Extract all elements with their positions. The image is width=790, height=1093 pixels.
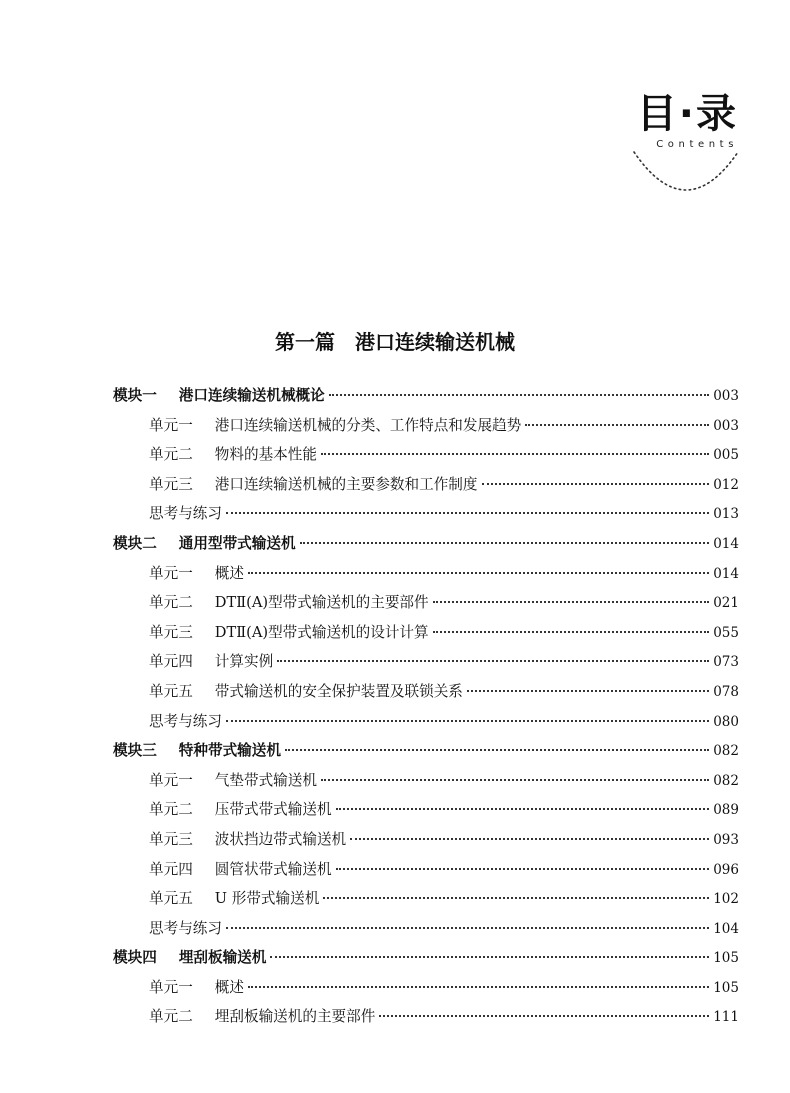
toc-entry-unit[interactable] bbox=[113, 1005, 739, 1035]
dot-leader bbox=[433, 631, 709, 633]
toc-entry-title: 港口连续输送机械的分类、工作特点和发展趋势 bbox=[214, 416, 522, 434]
toc-entry-page: 093 bbox=[713, 831, 739, 848]
toc-entry-page: 073 bbox=[713, 654, 739, 671]
toc-entry-label bbox=[113, 384, 325, 405]
toc-entry-title: 概述 bbox=[214, 564, 244, 582]
toc-entry-page: 078 bbox=[713, 683, 739, 700]
toc-entry-unit[interactable] bbox=[113, 798, 739, 828]
decorative-dotted-arc bbox=[630, 148, 742, 196]
dot-leader bbox=[433, 601, 709, 603]
toc-entry-label bbox=[149, 680, 463, 701]
toc-entry-unit[interactable] bbox=[113, 562, 739, 592]
toc-entry-label bbox=[149, 473, 478, 494]
toc-entry-number: 单元五 bbox=[149, 890, 193, 908]
toc-entry-page: 105 bbox=[713, 979, 739, 996]
toc-entry-number: 单元三 bbox=[149, 623, 193, 641]
dot-leader bbox=[300, 542, 709, 544]
part-title: 第一篇 港口连续输送机械 bbox=[275, 330, 515, 354]
toc-entry-title: 通用型带式输送机 bbox=[178, 534, 296, 552]
toc-entry-page: 104 bbox=[713, 920, 739, 937]
dot-leader bbox=[482, 483, 710, 485]
toc-entry-module[interactable] bbox=[113, 384, 739, 414]
toc-entry-number: 模块四 bbox=[113, 949, 157, 967]
toc-entry-module[interactable] bbox=[113, 946, 739, 976]
dot-leader bbox=[379, 1015, 709, 1017]
toc-entry-number: 单元五 bbox=[149, 682, 193, 700]
toc-entry-unit[interactable] bbox=[113, 473, 739, 503]
toc-entry-page: 105 bbox=[713, 950, 739, 967]
toc-entry-number: 思考与练习 bbox=[149, 919, 222, 937]
toc-entry-label bbox=[113, 739, 281, 760]
toc-entry-label bbox=[149, 798, 332, 819]
toc-entry-page: 014 bbox=[713, 535, 739, 552]
toc-entry-number: 单元三 bbox=[149, 830, 193, 848]
toc-entry-page: 014 bbox=[713, 565, 739, 582]
toc-entry-label bbox=[149, 414, 521, 435]
toc-entry-title: 气垫带式输送机 bbox=[214, 771, 317, 789]
toc-entry-number: 单元二 bbox=[149, 446, 193, 464]
dot-leader bbox=[226, 512, 709, 514]
toc-entry-label bbox=[149, 621, 429, 642]
dot-leader bbox=[329, 394, 709, 396]
toc-entry-title: 压带式带式输送机 bbox=[214, 801, 332, 819]
dot-leader bbox=[226, 720, 709, 722]
toc-entry-page: 089 bbox=[713, 802, 739, 819]
toc-entry-title: DTⅡ(A)型带式输送机的设计计算 bbox=[214, 623, 429, 641]
toc-entry-label bbox=[149, 976, 244, 997]
toc-entry-page: 021 bbox=[713, 595, 739, 612]
toc-entry-label bbox=[149, 1005, 375, 1026]
dot-leader bbox=[525, 424, 709, 426]
toc-entry-unit[interactable] bbox=[113, 621, 739, 651]
toc-entry-label bbox=[149, 769, 317, 790]
toc-entry-title: 埋刮板输送机 bbox=[178, 949, 267, 967]
toc-entry-exercise[interactable] bbox=[113, 502, 739, 532]
toc-entry-label bbox=[149, 443, 317, 464]
toc-entry-label bbox=[149, 650, 273, 671]
toc-entry-title: 特种带式输送机 bbox=[178, 742, 281, 760]
toc-entry-exercise[interactable] bbox=[113, 917, 739, 947]
toc-entry-page: 102 bbox=[713, 891, 739, 908]
toc-entry-unit[interactable] bbox=[113, 828, 739, 858]
toc-entry-label bbox=[149, 591, 429, 612]
toc-entry-number: 单元二 bbox=[149, 801, 193, 819]
toc-entry-unit[interactable] bbox=[113, 680, 739, 710]
toc-entry-page: 005 bbox=[713, 447, 739, 464]
toc-entry-label bbox=[149, 858, 332, 879]
toc-entry-unit[interactable] bbox=[113, 591, 739, 621]
toc-entry-label bbox=[149, 710, 222, 731]
toc-entry-number: 单元二 bbox=[149, 594, 193, 612]
toc-entry-number: 单元四 bbox=[149, 653, 193, 671]
toc-entry-label bbox=[149, 917, 222, 938]
toc-entry-title: DTⅡ(A)型带式输送机的主要部件 bbox=[214, 594, 429, 612]
toc-entry-number: 单元一 bbox=[149, 564, 193, 582]
toc-entry-page: 013 bbox=[713, 506, 739, 523]
dot-leader bbox=[323, 897, 709, 899]
toc-entry-label bbox=[113, 532, 296, 553]
toc-entry-number: 思考与练习 bbox=[149, 505, 222, 523]
toc-entry-label bbox=[149, 502, 222, 523]
toc-entry-number: 单元一 bbox=[149, 416, 193, 434]
dot-leader bbox=[277, 660, 709, 662]
toc-entry-title: 圆管状带式输送机 bbox=[214, 860, 332, 878]
toc-entry-exercise[interactable] bbox=[113, 710, 739, 740]
toc-entry-page: 055 bbox=[713, 624, 739, 641]
toc-entry-number: 模块一 bbox=[113, 387, 157, 404]
dot-leader bbox=[226, 927, 709, 929]
toc-entry-number: 模块二 bbox=[113, 534, 157, 552]
toc-entry-title: 概述 bbox=[214, 978, 244, 996]
toc-entry-page: 082 bbox=[713, 772, 739, 789]
toc-entry-title: 带式输送机的安全保护装置及联锁关系 bbox=[214, 682, 463, 700]
toc-entry-label bbox=[149, 887, 319, 908]
contents-heading: 目·录 bbox=[636, 91, 738, 137]
toc-entry-title: U 形带式输送机 bbox=[214, 890, 320, 908]
toc-entry-page: 096 bbox=[713, 861, 739, 878]
toc-entry-unit[interactable] bbox=[113, 650, 739, 680]
toc-entry-number: 单元四 bbox=[149, 860, 193, 878]
dot-leader bbox=[336, 808, 709, 810]
toc-entry-number: 单元一 bbox=[149, 771, 193, 789]
toc-entry-page: 080 bbox=[713, 713, 739, 730]
toc-entry-number: 单元三 bbox=[149, 475, 193, 493]
toc-entry-unit[interactable] bbox=[113, 414, 739, 444]
toc-entry-title: 埋刮板输送机的主要部件 bbox=[214, 1008, 376, 1026]
toc-entry-label bbox=[149, 828, 346, 849]
dot-leader bbox=[336, 868, 709, 870]
toc-entry-title: 港口连续输送机械概论 bbox=[178, 387, 325, 404]
toc-entry-number: 思考与练习 bbox=[149, 712, 222, 730]
toc-entry-title: 港口连续输送机械的主要参数和工作制度 bbox=[214, 475, 478, 493]
toc-entry-number: 单元一 bbox=[149, 978, 193, 996]
toc-entry-page: 003 bbox=[713, 417, 739, 434]
toc-entry-page: 012 bbox=[713, 476, 739, 493]
dot-leader bbox=[467, 690, 709, 692]
toc-entry-title: 波状挡边带式输送机 bbox=[214, 830, 347, 848]
toc-entry-label bbox=[149, 562, 244, 583]
toc-entry-page: 082 bbox=[713, 743, 739, 760]
toc-entry-module[interactable] bbox=[113, 532, 739, 562]
toc-entry-title: 物料的基本性能 bbox=[214, 446, 317, 464]
dot-leader bbox=[270, 956, 709, 958]
dot-leader bbox=[321, 779, 709, 781]
toc-entry-unit[interactable] bbox=[113, 887, 739, 917]
toc-entry-unit[interactable] bbox=[113, 443, 739, 473]
table-of-contents bbox=[113, 384, 739, 1035]
dot-leader bbox=[248, 572, 709, 574]
dot-leader bbox=[285, 749, 709, 751]
dot-leader bbox=[321, 453, 709, 455]
toc-entry-module[interactable] bbox=[113, 739, 739, 769]
toc-entry-unit[interactable] bbox=[113, 769, 739, 799]
dot-leader bbox=[350, 838, 709, 840]
toc-entry-unit[interactable] bbox=[113, 858, 739, 888]
contents-subheading: Contents bbox=[656, 139, 738, 150]
toc-entry-number: 单元二 bbox=[149, 1008, 193, 1026]
toc-entry-number: 模块三 bbox=[113, 742, 157, 760]
toc-entry-title: 计算实例 bbox=[214, 653, 274, 671]
dot-leader bbox=[248, 986, 709, 988]
toc-entry-unit[interactable] bbox=[113, 976, 739, 1006]
toc-entry-page: 003 bbox=[713, 388, 739, 404]
toc-entry-page: 111 bbox=[713, 1009, 739, 1026]
toc-entry-label bbox=[113, 946, 266, 967]
